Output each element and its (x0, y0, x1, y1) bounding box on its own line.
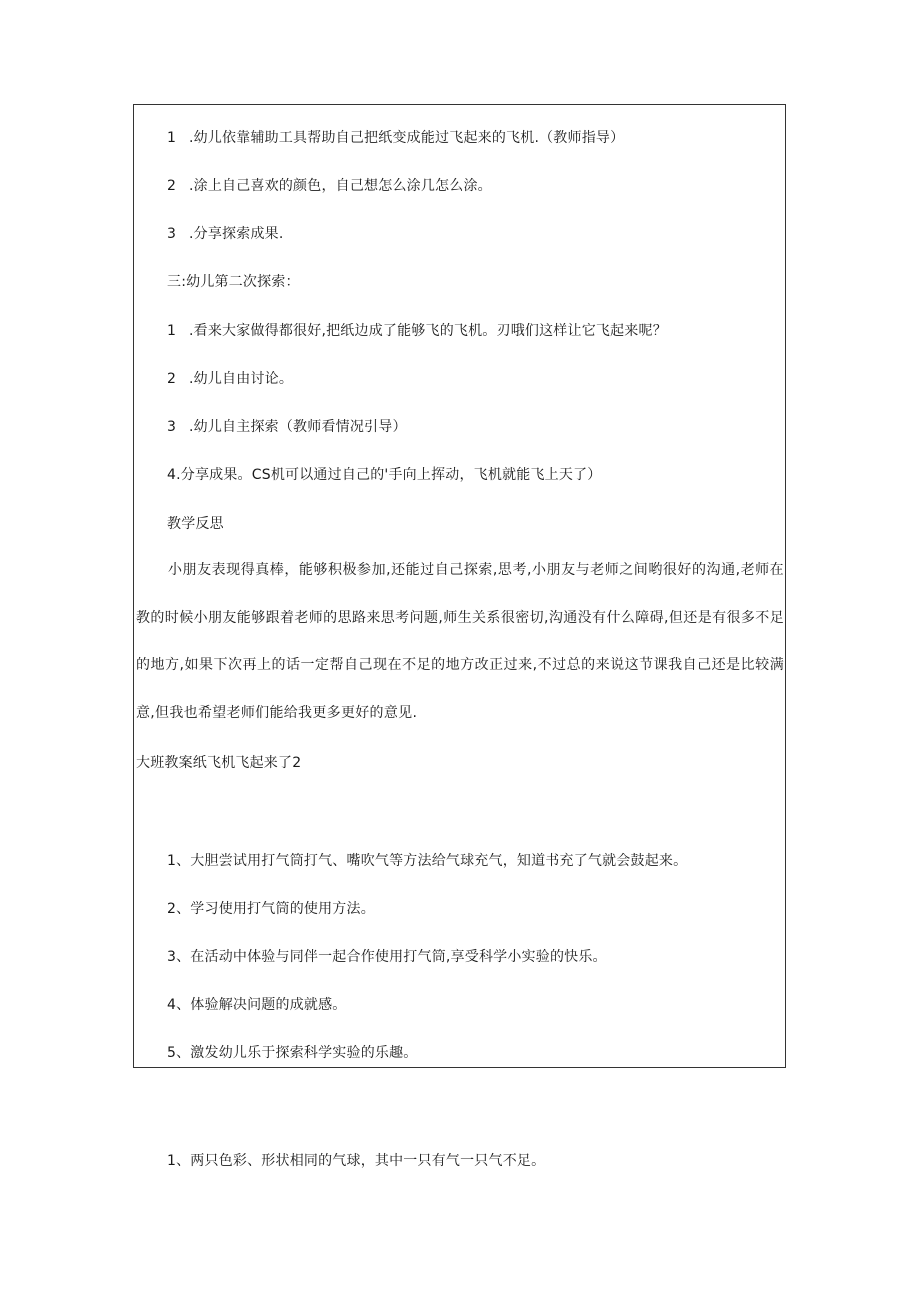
step-3 (167, 224, 284, 244)
preparation-item: 1、两只色彩、形状相同的气球，其中一只有气一只气不足。 (167, 1153, 546, 1169)
step-number: 2 (167, 178, 177, 194)
reflection-paragraph: 小朋友表现得真棒，能够积极参加,还能过自己探索,思考,小朋友与老师之间哟很好的沟通,老师在教的时候小朋友能够跟着老师的思路来思考问题,师生关系很密切,沟通没有什么障碍,但还是有很多不足的地方,如果下次再上的话一定帮自己现在不足的地方改正过来,不过总的来说这节课我自己还是比较满意,但我也希望老师们能给我更多更好的意见. (136, 562, 784, 721)
exploration-step-1 (167, 321, 667, 341)
step-number: 1 (167, 130, 177, 146)
lesson-title: 大班教案纸飞机飞起来了2 (136, 755, 302, 771)
exploration-step-3 (167, 417, 407, 437)
reflection-heading: 教学反思 (167, 516, 224, 532)
goal-item: 5、激发幼儿乐于探索科学实验的乐趣。 (167, 1045, 418, 1061)
step-number: 3 (167, 419, 177, 435)
goal-item: 2、学习使用打气筒的使用方法。 (167, 901, 375, 917)
share-results: 4.分享成果。CS机可以通过自己的'手向上挥动，飞机就能飞上天了） (167, 467, 602, 483)
second-exploration-heading: 三:幼儿第二次探索： (167, 274, 300, 290)
goal-item: 1、大胆尝试用打气筒打气、嘴吹气等方法给气球充气，知道书充了气就会鼓起来。 (167, 853, 688, 869)
step-text: .幼儿自由讨论。 (189, 371, 294, 387)
goal-item: 3、在活动中体验与同伴一起合作使用打气筒,享受科学小实验的快乐。 (167, 949, 607, 965)
exploration-step-2 (167, 369, 293, 389)
step-number: 1 (167, 323, 177, 339)
step-text: .看来大家做得都很好,把纸边成了能够飞的飞机。刃哦们这样让它飞起来呢？ (189, 323, 667, 339)
goal-item: 4、体验解决问题的成就感。 (167, 997, 347, 1013)
step-number: 2 (167, 371, 177, 387)
step-number: 3 (167, 226, 177, 242)
step-text: .涂上自己喜欢的颜色，自己想怎么涂几怎么涂。 (189, 178, 492, 194)
step-1 (167, 128, 624, 148)
step-2 (167, 176, 492, 196)
step-text: .分享探索成果. (189, 226, 284, 242)
step-text: .幼儿自主探索（教师看情况引导） (189, 419, 407, 435)
step-text: .幼儿依靠辅助工具帮助自己把纸变成能过飞起来的飞机.（教师指导） (189, 130, 625, 146)
